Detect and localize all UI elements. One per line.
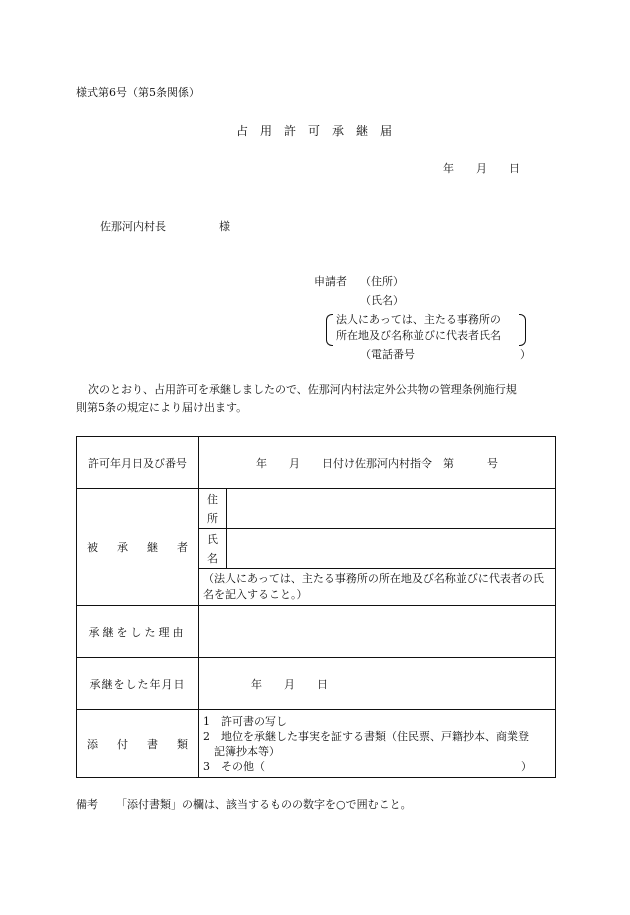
attachments-label-char: 付 bbox=[117, 737, 128, 751]
succession-date-label: 承継をした年月日 bbox=[89, 677, 186, 691]
body-text-1: 次のとおり、占用許可を承継しましたので、佐那河内村法定外公共物の管理条例施行規 bbox=[88, 383, 517, 396]
row-reason bbox=[77, 606, 556, 658]
name-label-cell bbox=[199, 529, 227, 569]
succession-date-value: 年 月 日 bbox=[251, 677, 328, 691]
address-label-char: 住 bbox=[207, 492, 218, 506]
successor-label-cell bbox=[77, 489, 199, 606]
form-number: 様式第6号（第5条関係） bbox=[76, 86, 200, 99]
remark-label: 備考 bbox=[76, 798, 98, 811]
attachment-item-1[interactable]: 1 許可書の写し bbox=[203, 714, 287, 728]
reason-label: 承継をした理由 bbox=[88, 625, 187, 639]
successor-name-field[interactable] bbox=[227, 529, 556, 569]
bracket-left bbox=[326, 314, 333, 346]
attachments-list-cell bbox=[199, 710, 556, 778]
attachments-label-char: 類 bbox=[177, 737, 188, 751]
attachments-label-cell bbox=[77, 710, 199, 778]
applicant-phone-close: ） bbox=[520, 348, 531, 361]
reason-field[interactable] bbox=[199, 606, 556, 658]
applicant-name-label: （氏名） bbox=[360, 294, 404, 307]
successor-label-char: 被 bbox=[87, 541, 98, 554]
successor-note: （法人にあっては、主たる事務所の所在地及び名称並びに代表者の氏名を記入すること。） bbox=[203, 572, 544, 601]
reason-label-cell bbox=[77, 606, 199, 658]
attachments-label-char: 書 bbox=[147, 737, 158, 751]
successor-label-char: 承 bbox=[117, 541, 128, 554]
applicant-corp-note-2: 所在地及び名称並びに代表者氏名 bbox=[336, 329, 501, 342]
addressee-name: 佐那河内村長 bbox=[100, 220, 166, 233]
attachment-item-3[interactable]: 3 その他（ bbox=[203, 759, 265, 773]
row-permit-number bbox=[77, 437, 556, 489]
attachment-other-close: ） bbox=[521, 759, 532, 773]
page-title: 占 用 許 可 承 継 届 bbox=[236, 124, 393, 138]
applicant-corp-note-1: 法人にあっては、主たる事務所の bbox=[336, 313, 501, 326]
succession-date-cell[interactable] bbox=[199, 658, 556, 710]
permit-number-value[interactable]: 年 月 日付け佐那河内村指令 第 号 bbox=[199, 437, 556, 489]
bracket-right bbox=[519, 314, 526, 346]
name-label-char: 名 bbox=[207, 551, 218, 565]
name-label-char: 氏 bbox=[207, 532, 218, 546]
addressee-honorific: 様 bbox=[219, 220, 230, 233]
applicant-label: 申請者 bbox=[314, 275, 347, 288]
successor-address-field[interactable] bbox=[227, 489, 556, 529]
row-succession-date bbox=[77, 658, 556, 710]
attachment-item-2-cont: 記簿抄本等） bbox=[203, 744, 280, 758]
attachments-label-char: 添 bbox=[87, 737, 98, 751]
row-successor-address bbox=[77, 489, 556, 529]
permit-number-label: 許可年月日及び番号 bbox=[77, 437, 199, 489]
body-text-2: 則第5条の規定により届け出ます。 bbox=[76, 401, 248, 414]
successor-label-char: 継 bbox=[147, 541, 158, 554]
applicant-phone-label: （電話番号 bbox=[360, 348, 415, 361]
applicant-address-label: （住所） bbox=[360, 275, 404, 288]
remark-text: 「添付書類」の欄は、該当するものの数字を○で囲むこと。 bbox=[116, 798, 412, 811]
row-attachments bbox=[77, 710, 556, 778]
successor-note-cell bbox=[199, 569, 556, 606]
successor-label-char: 者 bbox=[177, 541, 188, 554]
form-table bbox=[76, 436, 556, 778]
address-label-char: 所 bbox=[207, 511, 218, 525]
date-line: 年 月 日 bbox=[443, 162, 520, 175]
succession-date-label-cell bbox=[77, 658, 199, 710]
attachment-item-2[interactable]: 2 地位を承継した事実を証する書類（住民票、戸籍抄本、商業登 bbox=[203, 729, 529, 743]
address-label-cell bbox=[199, 489, 227, 529]
